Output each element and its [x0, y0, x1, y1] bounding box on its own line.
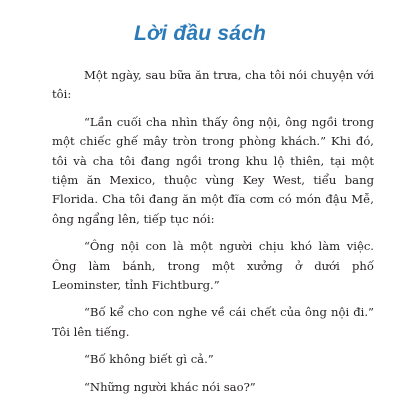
paragraph-6: “Những người khác nói sao?” — [84, 379, 256, 394]
paragraph-3: “Ông nội con là một người chịu khó làm việc. Ông làm bánh, trong một xưởng ở dưới phố Leominster, tỉnh Fichtburg.” — [52, 239, 374, 293]
page-title: Lời đầu sách — [133, 22, 267, 45]
paragraph-4: “Bố kể cho con nghe về cái chết của ông nội đi.” Tôi lên tiếng. — [52, 305, 374, 339]
paragraph-1: Một ngày, sau bữa ăn trưa, cha tôi nói chuyện với tôi: — [52, 68, 374, 102]
page-body — [52, 66, 374, 400]
paragraph-5: “Bố không biết gì cả.” — [84, 352, 214, 367]
paragraph-2: “Lần cuối cha nhìn thấy ông nội, ông ngồi trong một chiếc ghế mây tròn trong phòng khách.” Khi đó, tôi và cha tôi đang ngồi trong khu lộ thiên, tại một tiệm ăn Mexico, thuộc vùng Key West, tiểu bang Florida. Cha tôi đang ăn một đĩa cơm có món đậu Mễ, ông ngẩng lên, tiếp tục nói: — [52, 114, 374, 226]
